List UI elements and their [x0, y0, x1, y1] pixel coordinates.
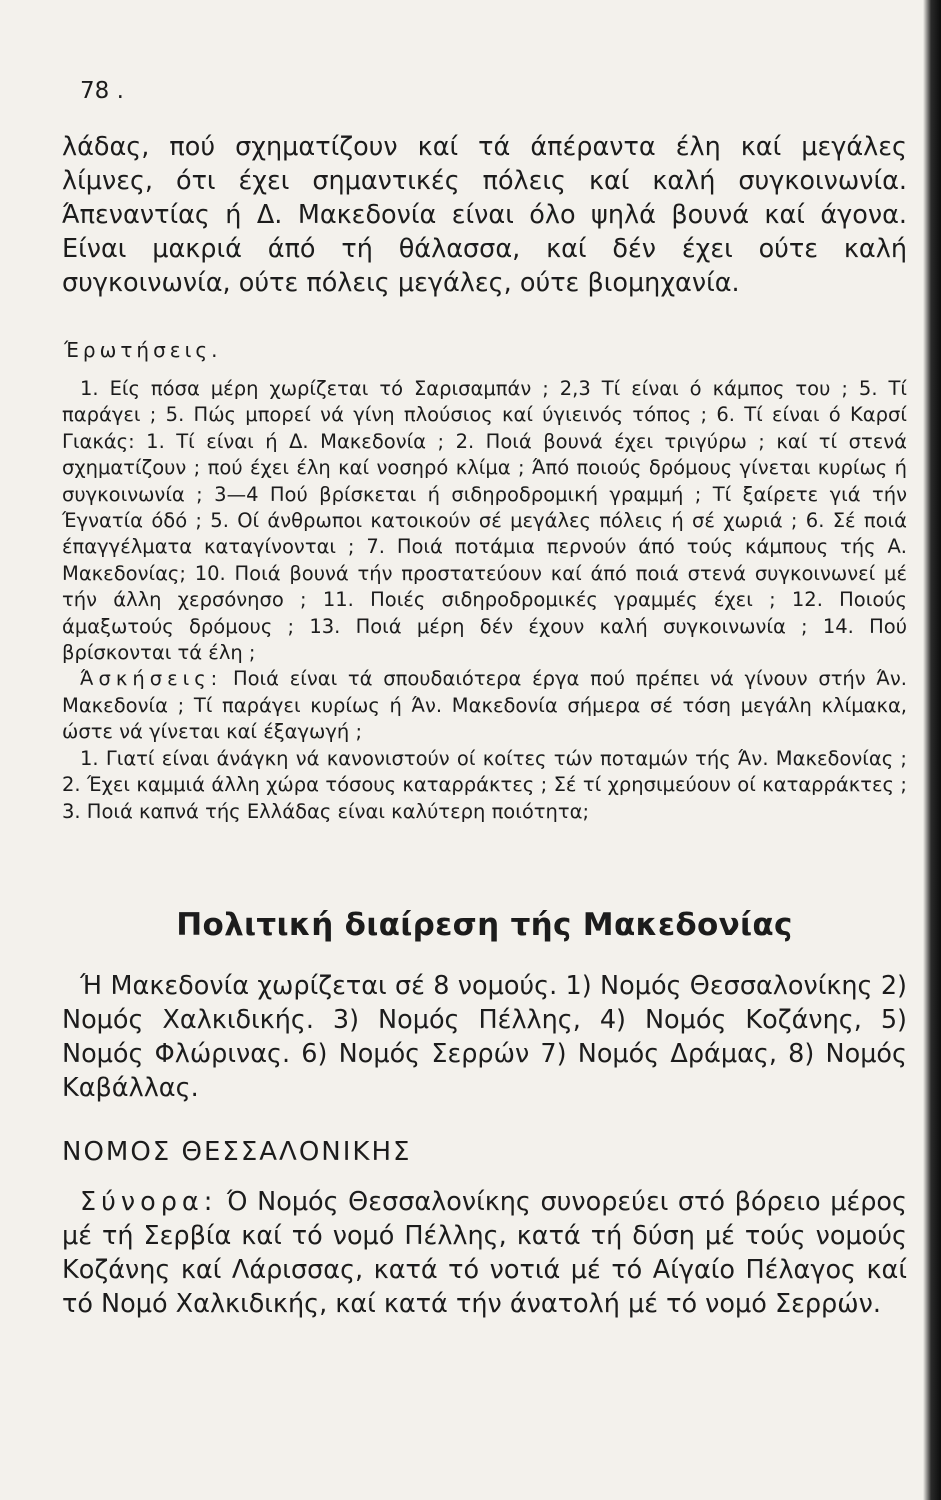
- nomos-heading: ΝΟΜΟΣ ΘΕΣΣΑΛΟΝΙΚΗΣ: [62, 1136, 412, 1167]
- intro-paragraph: λάδας, πού σχηματίζουν καί τά άπέραντα έλη καί μεγάλες λίμνες, ότι έχει σημαντικές πόλεις καί καλή συγκοινωνία. Άπεναντίας ή Δ. Μακεδονία είναι όλο ψηλά βουνά καί άγονα. Είναι μακριά άπό τή θάλασσα, καί δέν έχει ούτε καλή συγκοινωνία, ούτε πόλεις μεγάλες, ούτε βιομηχανία.: [62, 132, 907, 298]
- exercises-paragraph: [62, 666, 907, 745]
- exercises-label: Άσκήσεις:: [80, 667, 223, 691]
- page-number: 78 .: [80, 78, 124, 104]
- borders-label: Σύνορα:: [80, 1186, 218, 1217]
- borders-paragraph: [62, 1185, 907, 1321]
- exercises-text: Ποιά είναι τά σπουδαιότερα έργα πού πρέπει νά γίνουν στήν Άν. Μακεδονία ; Τί παράγει κυρίως ή Άν. Μακεδονία σήμερα σέ τόση μεγάλη κλίμακα, ώστε νά γίνεται καί έξαγωγή ;: [62, 667, 907, 744]
- division-paragraph: Ή Μακεδονία χωρίζεται σέ 8 νομούς. 1) Νομός Θεσσαλονίκης 2) Νομός Χαλκιδικής. 3) Νομός Πέλλης, 4) Νομός Κοζάνης, 5) Νομός Φλώρινας. 6) Νομός Σερρών 7) Νομός Δράμας, 8) Νομός Καβάλλας.: [62, 970, 907, 1103]
- page-binding-shadow: [923, 0, 941, 1500]
- section-title: Πολιτική διαίρεση τής Μακεδονίας: [176, 906, 793, 943]
- questions-paragraph: 1. Είς πόσα μέρη χωρίζεται τό Σαρισαμπάν ; 2,3 Τί είναι ό κάμπος του ; 5. Τί παράγει ; 5. Πώς μπορεί νά γίνη πλούσιος καί ύγιεινός τόπος ; 6. Τί είναι ό Καρσί Γιακάς: 1. Τί είναι ή Δ. Μακεδονία ; 2. Ποιά βουνά έχει τριγύρω ; καί τί στενά σχηματίζουν ; πού έχει έλη καί νοσηρό κλίμα ; Άπό ποιούς δρόμους γίνεται κυρίως ή συγκοινωνία ; 3—4 Πού βρίσκεται ή σιδηροδρομική γραμμή ; Τί ξαίρετε γιά τήν Έγνατία όδό ; 5. Οί άνθρωποι κατοικούν σέ μεγάλες πόλεις ή σέ χωριά ; 6. Σέ ποιά έπαγγέλματα καταγίνονται ; 7. Ποιά ποτάμια περνούν άπό τούς κάμπους τής Α. Μακεδονίας; 10. Ποιά βουνά τήν προστατεύουν καί άπό ποιά στενά συγκοινωνεί μέ τήν άλλη χερσόνησο ; 11. Ποιές σιδηροδρομικές γραμμές έχει ; 12. Ποιούς άμαξωτούς δρόμους ; 13. Ποιά μέρη δέν έχουν καλή συγκοινωνία ; 14. Πού βρίσκονται τά έλη ;: [62, 377, 907, 665]
- exercises-list: 1. Γιατί είναι άνάγκη νά κανονιστούν οί κοίτες τών ποταμών τής Άν. Μακεδονίας ; 2. Έχει καμμιά άλλη χώρα τόσους καταρράκτες ; Σέ τί χρησιμεύουν οί καταρράκτες ; 3. Ποιά καπνά τής Ελλάδας είναι καλύτερη ποιότητα;: [62, 746, 907, 823]
- book-page: [62, 78, 907, 1321]
- questions-heading: Έρωτήσεις.: [64, 338, 222, 362]
- borders-text: Ό Νομός Θεσσαλονίκης συνορεύει στό βόρειο μέρος μέ τή Σερβία καί τό νομό Πέλλης, κατά τή δύση μέ τούς νομούς Κοζάνης καί Λάρισσας, κατά τό νοτιά μέ τό Αίγαίο Πέλαγος καί τό Νομό Χαλκιδικής, καί κατά τήν άνατολή μέ τό νομό Σερρών.: [62, 1186, 907, 1319]
